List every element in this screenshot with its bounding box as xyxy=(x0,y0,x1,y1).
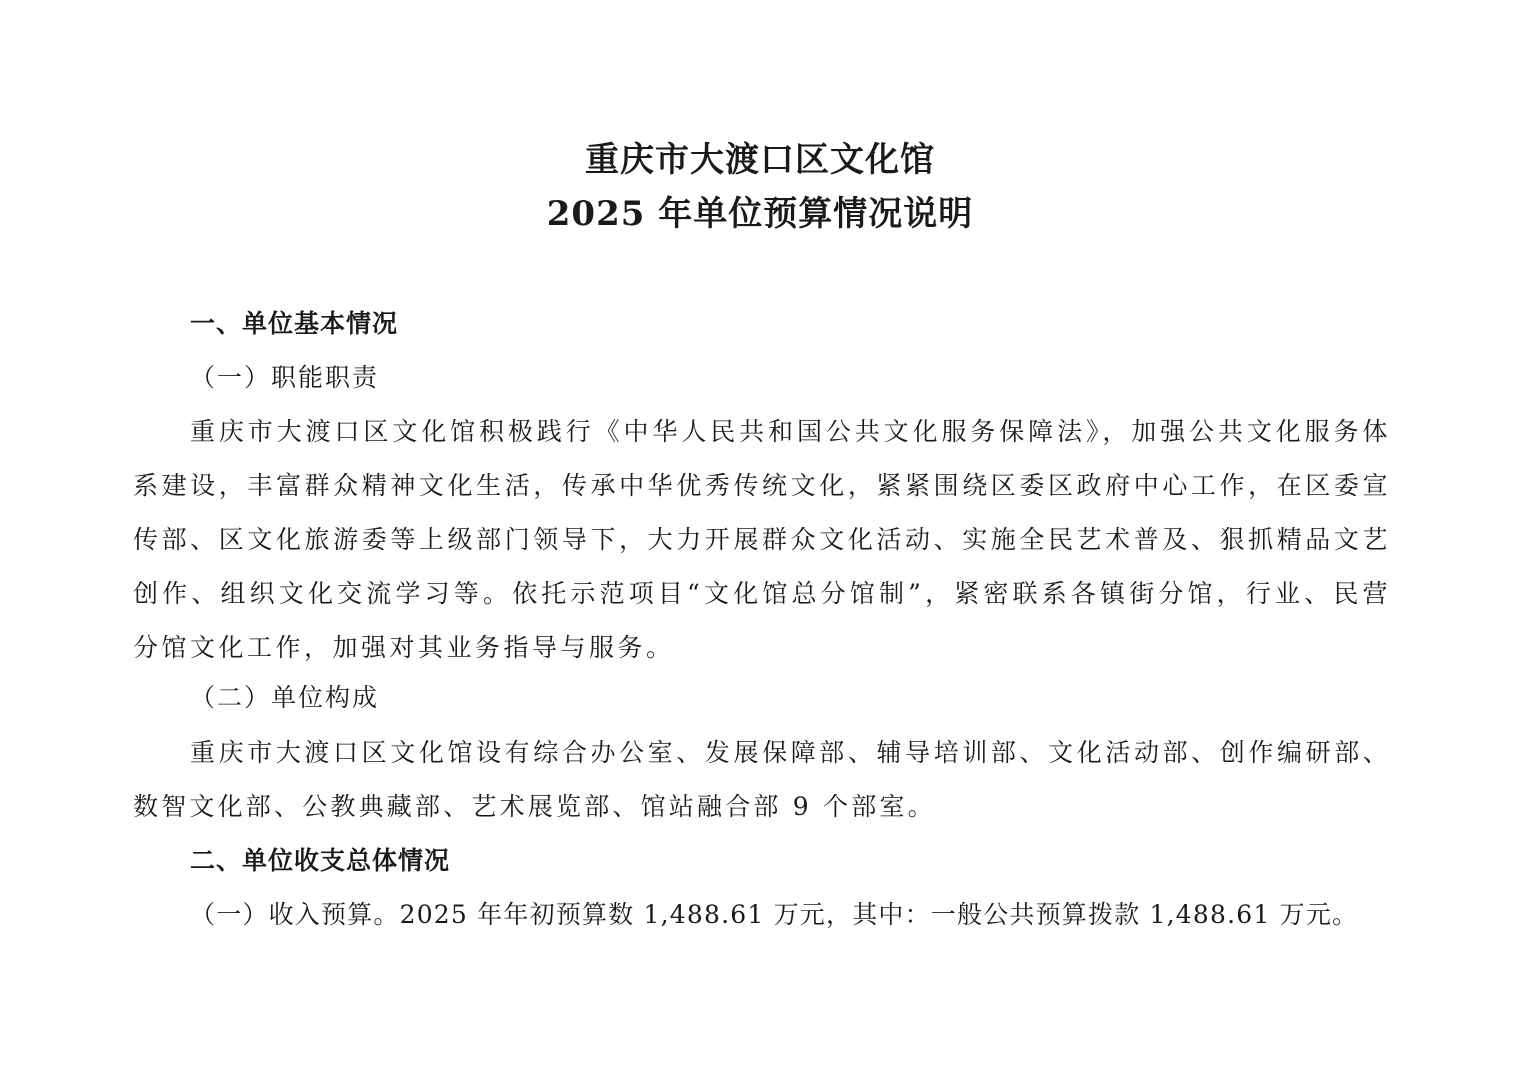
section2-sub1-paragraph: （一）收入预算。2025 年年初预算数 1,488.61 万元，其中：一般公共预算拨款 1,488.61 万元。 xyxy=(190,900,1359,929)
document-title-line2: 2025 年单位预算情况说明 xyxy=(546,194,974,234)
section1-sub2-heading: （二）单位构成 xyxy=(190,683,380,712)
section1-sub1-paragraph: 重庆市大渡口区文化馆积极践行《中华人民共和国公共文化服务保障法》，加强公共文化服务体系建设，丰富群众精神文化生活，传承中华优秀传统文化，紧紧围绕区委区政府中心工作，在区委宣传部、区文化旅游委等上级部门领导下，大力开展群众文化活动、实施全民艺术普及、狠抓精品文艺创作、组织文化交流学习等。依托示范项目“文化馆总分馆制”，紧密联系各镇街分馆，行业、民营分馆文化工作，加强对其业务指导与服务。 xyxy=(133,417,1391,662)
section1-heading: 一、单位基本情况 xyxy=(190,309,399,338)
document-title-line1: 重庆市大渡口区文化馆 xyxy=(585,140,935,180)
section2-heading: 二、单位收支总体情况 xyxy=(190,846,451,875)
section1-sub2-paragraph: 重庆市大渡口区文化馆设有综合办公室、发展保障部、辅导培训部、文化活动部、创作编研部、数智文化部、公教典藏部、艺术展览部、馆站融合部 9 个部室。 xyxy=(133,738,1391,821)
section1-sub1-heading: （一）职能职责 xyxy=(190,363,380,392)
